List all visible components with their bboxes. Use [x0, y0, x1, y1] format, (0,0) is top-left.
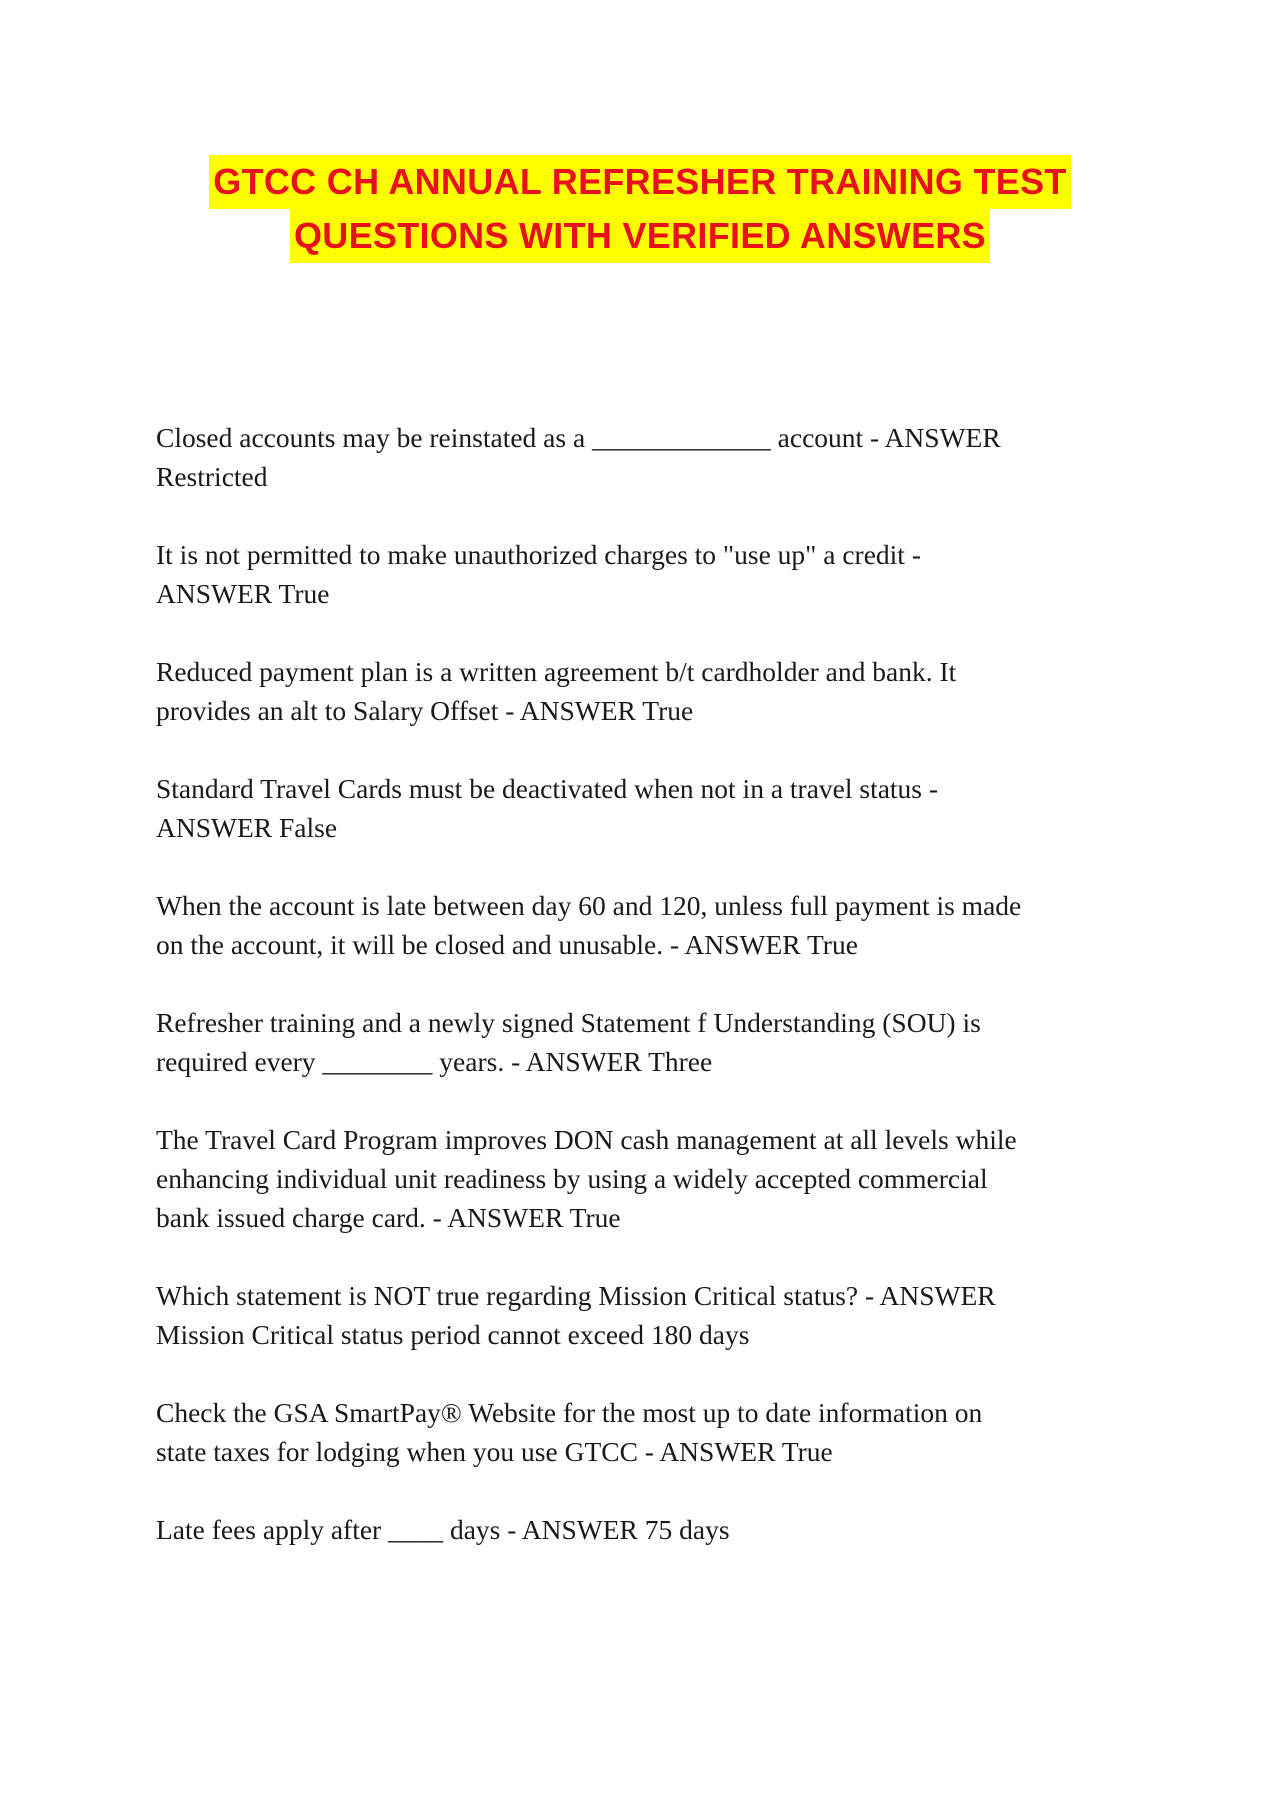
qa-item-7 [156, 1120, 1116, 1237]
qa-item-9-line-2: state taxes for lodging when you use GTCC - ANSWER True [156, 1436, 833, 1467]
qa-item-4 [156, 769, 1116, 847]
qa-item-3 [156, 652, 1116, 730]
qa-list [156, 418, 1116, 1588]
qa-item-10-line-1: Late fees apply after ____ days - ANSWER 75 days [156, 1514, 730, 1545]
document-title [0, 155, 1280, 263]
qa-item-4-line-1: Standard Travel Cards must be deactivated when not in a travel status - [156, 773, 939, 804]
qa-item-2-line-2: ANSWER True [156, 578, 330, 609]
qa-item-8-line-1: Which statement is NOT true regarding Mission Critical status? - ANSWER [156, 1280, 996, 1311]
qa-item-4-line-2: ANSWER False [156, 812, 338, 843]
qa-item-3-line-1: Reduced payment plan is a written agreement b/t cardholder and bank. It [156, 656, 957, 687]
qa-item-8-line-2: Mission Critical status period cannot exceed 180 days [156, 1319, 750, 1350]
qa-item-9-line-1: Check the GSA SmartPay® Website for the most up to date information on [156, 1397, 983, 1428]
title-line-1: GTCC CH ANNUAL REFRESHER TRAINING TEST [209, 155, 1070, 209]
qa-item-10 [156, 1510, 1116, 1549]
qa-item-6 [156, 1003, 1116, 1081]
qa-item-5-line-1: When the account is late between day 60 and 120, unless full payment is made [156, 890, 1022, 921]
title-line-2: QUESTIONS WITH VERIFIED ANSWERS [290, 209, 990, 263]
qa-item-7-line-1: The Travel Card Program improves DON cash management at all levels while [156, 1124, 1017, 1155]
qa-item-1-line-2: Restricted [156, 461, 268, 492]
qa-item-1-line-1: Closed accounts may be reinstated as a _____________ account - ANSWER [156, 422, 1001, 453]
qa-item-9 [156, 1393, 1116, 1471]
qa-item-2 [156, 535, 1116, 613]
qa-item-3-line-2: provides an alt to Salary Offset - ANSWER True [156, 695, 694, 726]
qa-item-6-line-2: required every ________ years. - ANSWER Three [156, 1046, 713, 1077]
qa-item-2-line-1: It is not permitted to make unauthorized charges to "use up" a credit - [156, 539, 921, 570]
qa-item-6-line-1: Refresher training and a newly signed Statement f Understanding (SOU) is [156, 1007, 981, 1038]
qa-item-7-line-3: bank issued charge card. - ANSWER True [156, 1202, 621, 1233]
qa-item-7-line-2: enhancing individual unit readiness by using a widely accepted commercial [156, 1163, 988, 1194]
qa-item-8 [156, 1276, 1116, 1354]
qa-item-5 [156, 886, 1116, 964]
qa-item-5-line-2: on the account, it will be closed and unusable. - ANSWER True [156, 929, 858, 960]
qa-item-1 [156, 418, 1116, 496]
